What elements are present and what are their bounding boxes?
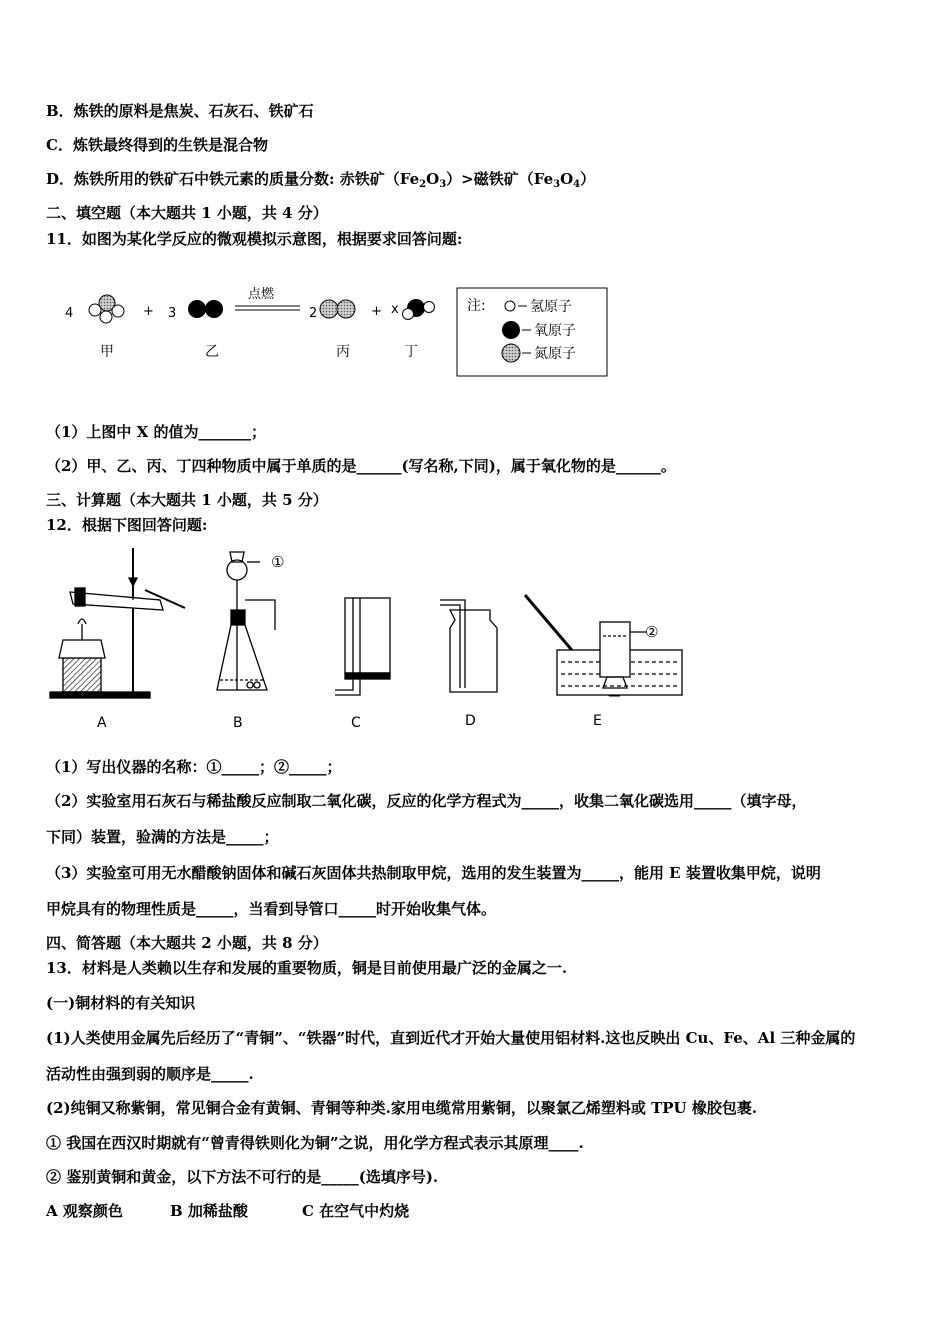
section4-title: 四、简答题（本大题共 2 小题，共 8 分） — [46, 934, 328, 952]
q12-sub2b: 下同）装置，验满的方法是_____； — [46, 828, 279, 846]
q10-option-b: B．炼铁的原料是焦炭、石灰石、铁矿石 — [46, 102, 314, 120]
q12-sub3a: （3）实验室可用无水醋酸钠固体和碱石灰固体共热制取甲烷，选用的发生装置为_____，能用 E 装置收集甲烷，说明 — [46, 864, 821, 882]
q12-sub1: （1）写出仪器的名称：①_____；②_____； — [46, 758, 342, 776]
label-d: D — [465, 713, 476, 729]
label-jia: 甲 — [100, 344, 114, 360]
q10-d-sub1: 2 — [419, 179, 427, 190]
q12-sub3b: 甲烷具有的物理性质是_____，当看到导管口_____时开始收集气体。 — [46, 900, 497, 918]
label-c: C — [351, 715, 361, 731]
q11-stem: 11．如图为某化学反应的微观模拟示意图，根据要求回答问题: — [46, 230, 463, 248]
apparatus-e — [525, 595, 682, 695]
q12-sub2a: （2）实验室用石灰石与稀盐酸反应制取二氧化碳，反应的化学方程式为_____，收集二氧化碳选用_____（填字母， — [46, 792, 807, 810]
q12-apparatus-diagram — [45, 540, 685, 735]
q10-d-sub2: 3 — [439, 179, 447, 190]
q10-d-mid2: ）>磁铁矿（Fe — [446, 170, 554, 188]
mark-1: ① — [271, 553, 285, 571]
molecule-jia — [89, 295, 124, 323]
coef-ding: x — [391, 302, 399, 317]
plus-2: + — [371, 304, 382, 319]
q13-option-a: A 观察颜色 — [46, 1202, 123, 1220]
molecule-bing — [320, 300, 355, 318]
q13-stem: 13．材料是人类赖以生存和发展的重要物质，铜是目前使用最广泛的金属之一. — [46, 959, 568, 977]
q13-option-c: C 在空气中灼烧 — [302, 1202, 410, 1220]
label-a: A — [97, 715, 107, 731]
coef-yi: 3 — [168, 306, 177, 321]
apparatus-d — [440, 600, 497, 692]
label-bing: 丙 — [336, 344, 350, 360]
apparatus-b — [217, 552, 275, 690]
q10-d-suffix: ） — [580, 170, 596, 188]
q10-d-sub3: 3 — [553, 179, 561, 190]
section2-title: 二、填空题（本大题共 1 小题，共 4 分） — [46, 204, 328, 222]
label-b: B — [233, 715, 243, 731]
q12-stem: 12．根据下图回答问题: — [46, 516, 208, 534]
coef-bing: 2 — [309, 306, 318, 321]
apparatus-a — [50, 548, 185, 698]
reaction-condition: 点燃 — [248, 287, 275, 302]
legend-oxygen: 氧原子 — [534, 323, 576, 339]
q11-sub1: （1）上图中 X 的值为_______； — [46, 423, 267, 441]
q13-p3: ① 我国在西汉时期就有“曾青得铁则化为铜”之说，用化学方程式表示其原理____. — [46, 1134, 584, 1152]
label-ding: 丁 — [404, 344, 418, 360]
q10-option-d — [46, 169, 595, 189]
q13-p4: ② 鉴别黄铜和黄金，以下方法不可行的是_____(选填序号). — [46, 1168, 439, 1186]
q13-p1a: (1)人类使用金属先后经历了“青铜”、“铁器”时代，直到近代才开始大量使用铝材料.这也反映出 Cu、Fe、Al 三种金属的 — [46, 1029, 856, 1047]
q10-d-sub4: 4 — [573, 179, 581, 190]
q10-option-c: C．炼铁最终得到的生铁是混合物 — [46, 136, 268, 154]
label-yi: 乙 — [205, 344, 219, 360]
q13-p2: (2)纯铜又称紫铜，常见铜合金有黄铜、青铜等种类.家用电缆常用紫铜，以聚氯乙烯塑料或 TPU 橡胶包裹. — [46, 1099, 758, 1117]
apparatus-c — [335, 598, 390, 695]
legend-nitrogen: 氮原子 — [534, 346, 576, 362]
molecule-ding — [403, 299, 435, 320]
section3-title: 三、计算题（本大题共 1 小题，共 5 分） — [46, 491, 328, 509]
q10-d-mid1: O — [426, 170, 440, 188]
q11-sub2: （2）甲、乙、丙、丁四种物质中属于单质的是______(写名称,下同)，属于氧化物的是______。 — [46, 457, 676, 475]
q13-p1b: 活动性由强到弱的顺序是_____. — [46, 1065, 254, 1083]
legend-hydrogen: 氢原子 — [530, 299, 572, 315]
mark-2: ② — [645, 623, 659, 641]
q11-reaction-diagram — [55, 280, 615, 385]
q13-option-b: B 加稀盐酸 — [170, 1202, 248, 1220]
coef-jia: 4 — [65, 306, 74, 321]
plus-1: + — [143, 304, 154, 319]
legend-title: 注: — [467, 298, 486, 314]
q10-d-prefix: D．炼铁所用的铁矿石中铁元素的质量分数: 赤铁矿（Fe — [46, 170, 420, 188]
q13-part1: (一)铜材料的有关知识 — [46, 994, 196, 1012]
q10-d-mid3: O — [560, 170, 574, 188]
molecule-yi — [188, 300, 223, 318]
label-e: E — [593, 713, 602, 729]
